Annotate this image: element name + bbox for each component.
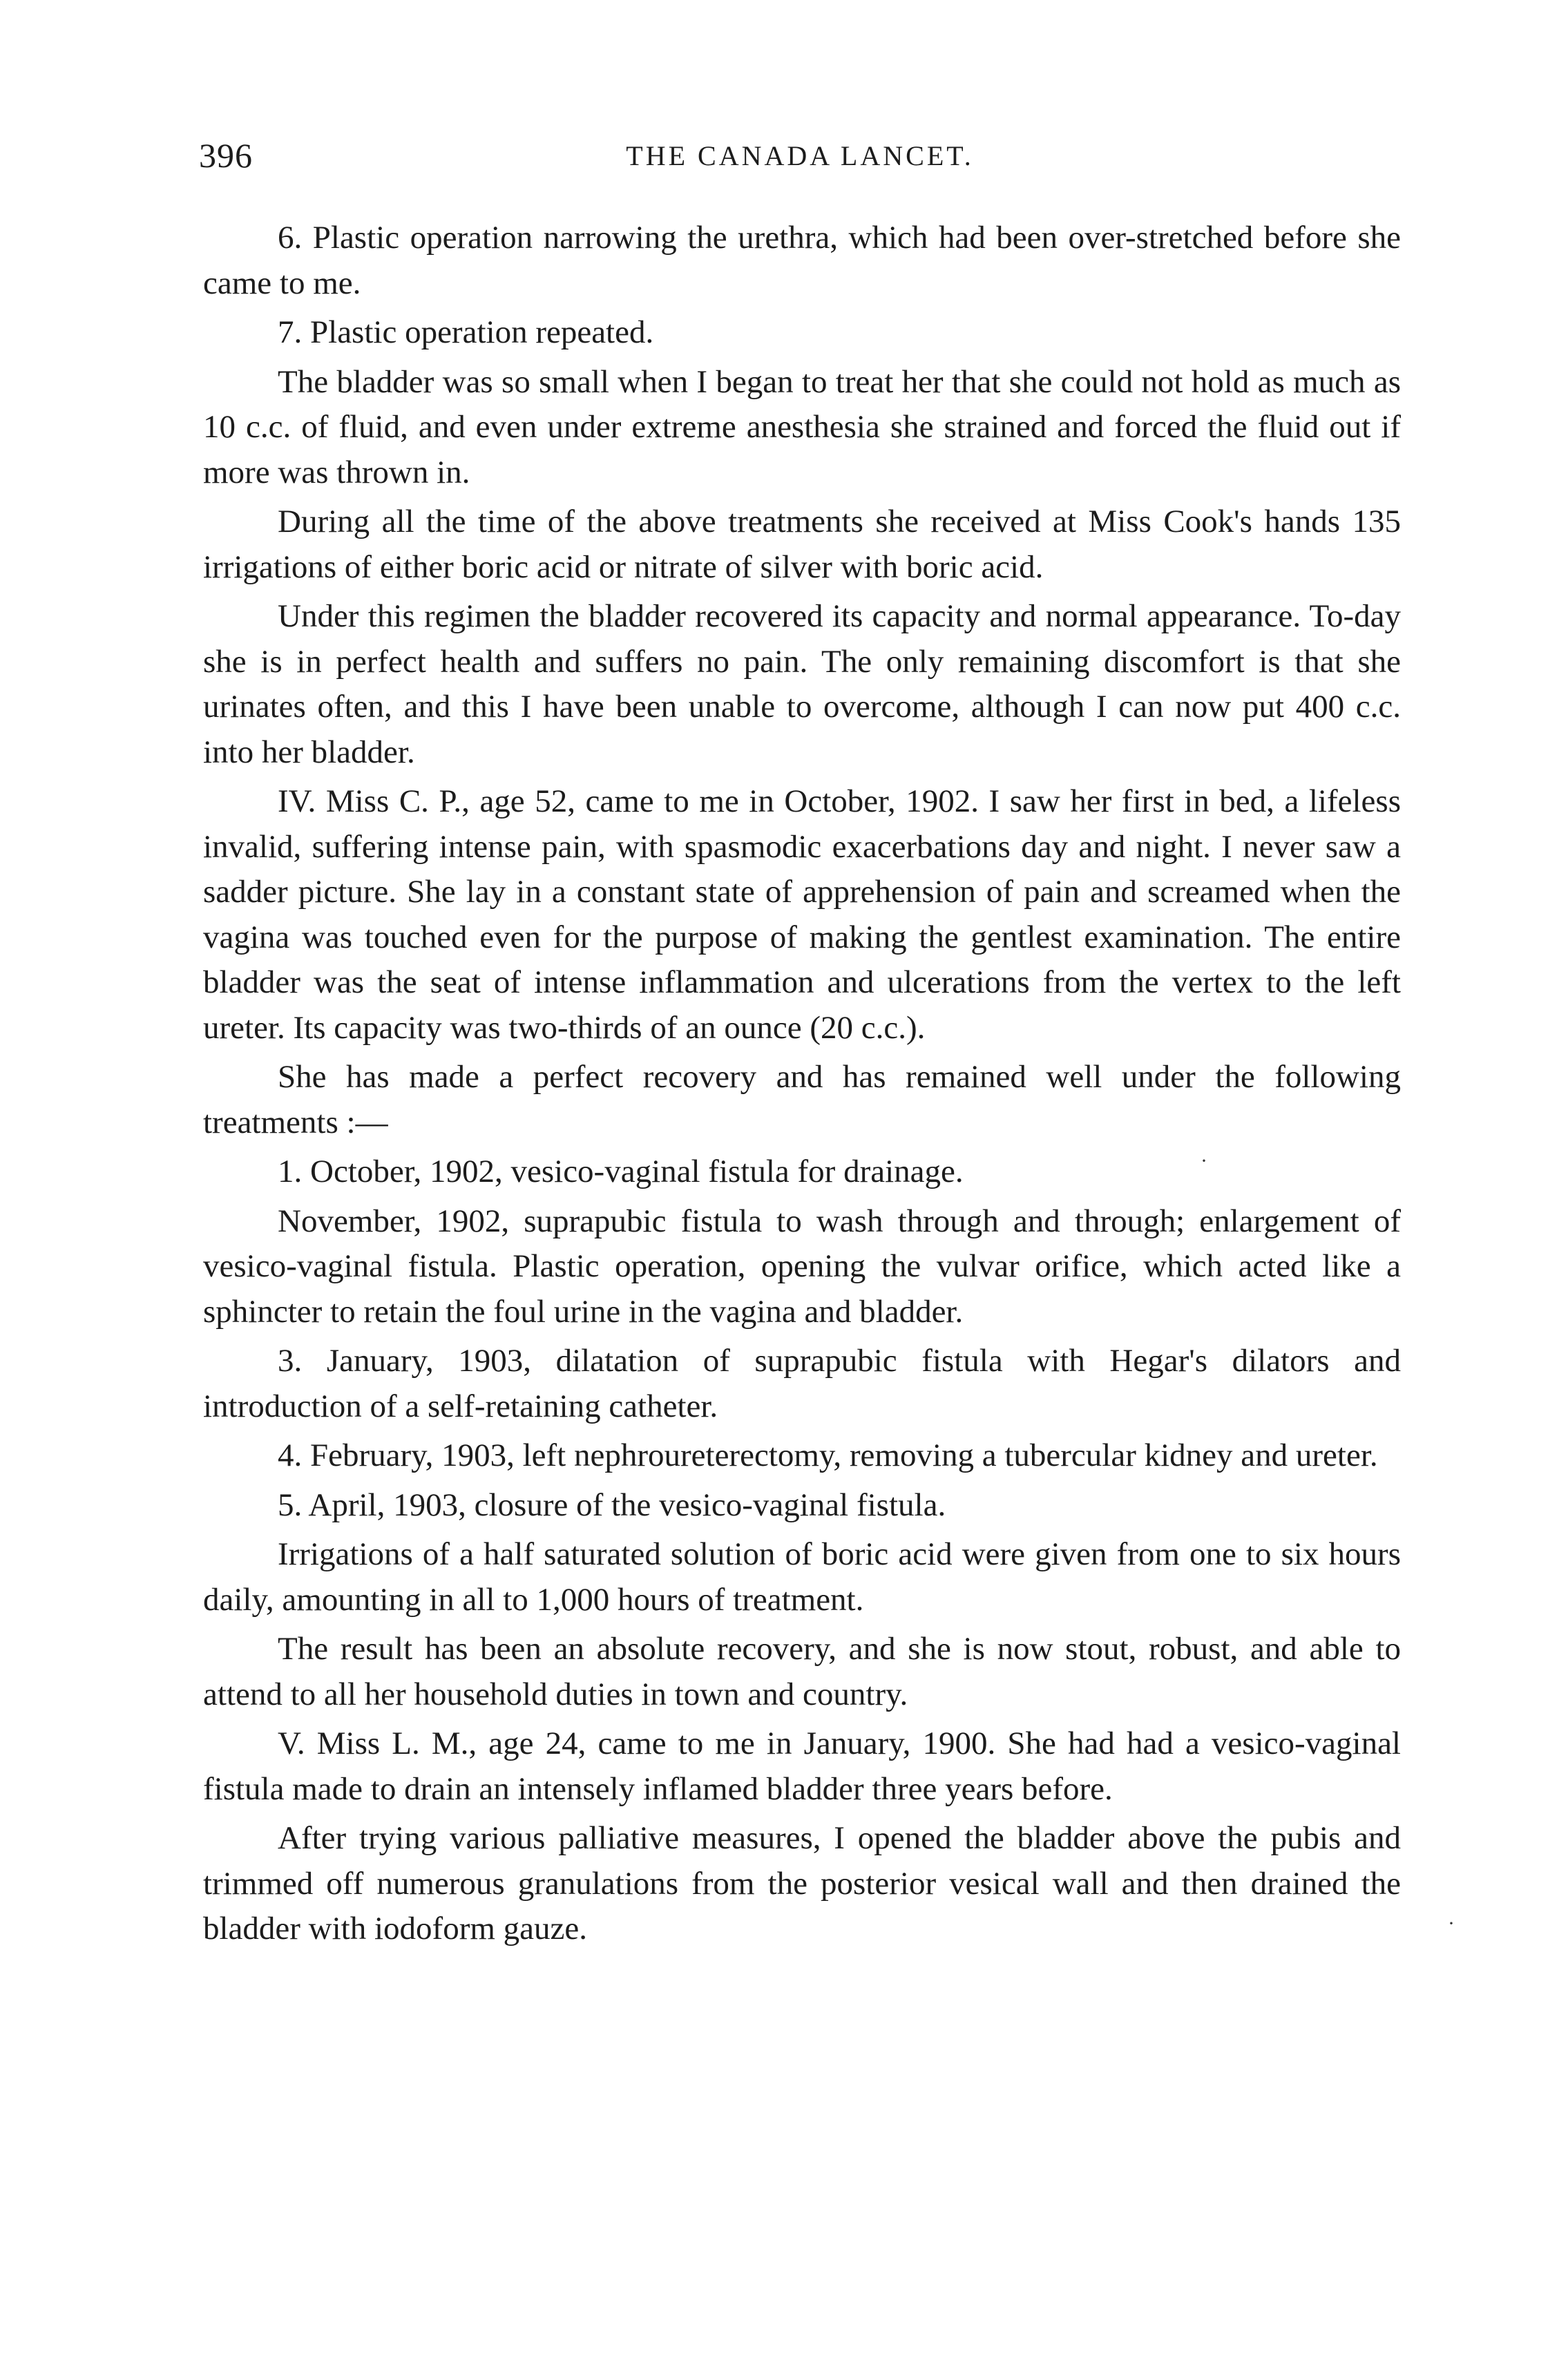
paragraph-1: 6. Plastic operation narrowing the urethra, which had been over-stretched before she came to me. [203,220,1401,301]
running-title: THE CANADA LANCET. [626,140,974,171]
paragraph-14: The result has been an absolute recovery, and she is now stout, robust, and able to attend to all her household duties in town and country. [203,1631,1401,1712]
page-number: 396 [199,136,253,175]
paragraph-15: V. Miss L. M., age 24, came to me in January, 1900. She had had a vesico-vaginal fistula made to drain an intensely inflamed bladder three years before. [203,1725,1401,1807]
paragraph-6: IV. Miss C. P., age 52, came to me in October, 1902. I saw her first in bed, a lifeless invalid, suffering intense pain, with spasmodic exacerbations day and night. I never saw a sadder picture. She lay in a constant state of apprehension of pain and screamed when the vagina was touched even for the purpose of making the gentlest examination. The entire bladder was the seat of intense inflammation and ulcerations from the vertex to the left ureter. Its capacity was two-thirds of an ounce (20 c.c.). [203,783,1401,1046]
paragraph-13: Irrigations of a half saturated solution of boric acid were given from one to six hours daily, amounting in all to 1,000 hours of treatment. [203,1536,1401,1618]
body-text [203,216,1401,1956]
paragraph-8: 1. October, 1902, vesico-vaginal fistula for drainage. [278,1154,964,1189]
paragraph-12: 5. April, 1903, closure of the vesico-vaginal fistula. [278,1486,946,1523]
paragraph-5: Under this regimen the bladder recovered its capacity and normal appearance. To-day she is in perfect health and suffers no pain. The only remaining discomfort is that she urinates often, and this I have been unable to overcome, although I can now put 400 c.c. into her bladder. [203,598,1401,770]
scan-speck: · [1448,1912,1455,1935]
paragraph-2: 7. Plastic operation repeated. [278,314,654,350]
paragraph-7: She has made a perfect recovery and has remained well under the following treatments :— [203,1059,1401,1140]
paragraph-11: 4. February, 1903, left nephroureterectomy, removing a tubercular kidney and ureter. [278,1437,1378,1473]
paragraph-16: After trying various palliative measures, I opened the bladder above the pubis and trimmed off numerous granulations from the posterior vesical wall and then drained the bladder with iodoform gauze. [203,1820,1401,1947]
paragraph-3: The bladder was so small when I began to treat her that she could not hold as much as 10 c.c. of fluid, and even under extreme anesthesia she strained and forced the fluid out if more was thrown in. [203,363,1401,490]
page-header [199,135,1401,184]
paragraph-9: November, 1902, suprapubic fistula to wash through and through; enlargement of vesico-vaginal fistula. Plastic operation, opening the vulvar orifice, which acted like a sphincter to retain the foul urine in the vagina and bladder. [203,1203,1401,1330]
scan-speck: · [1201,1149,1207,1172]
paragraph-4: During all the time of the above treatments she received at Miss Cook's hands 135 irrigations of either boric acid or nitrate of silver with boric acid. [203,504,1401,585]
paragraph-10: 3. January, 1903, dilatation of suprapubic fistula with Hegar's dilators and introduction of a self-retaining catheter. [203,1343,1401,1424]
